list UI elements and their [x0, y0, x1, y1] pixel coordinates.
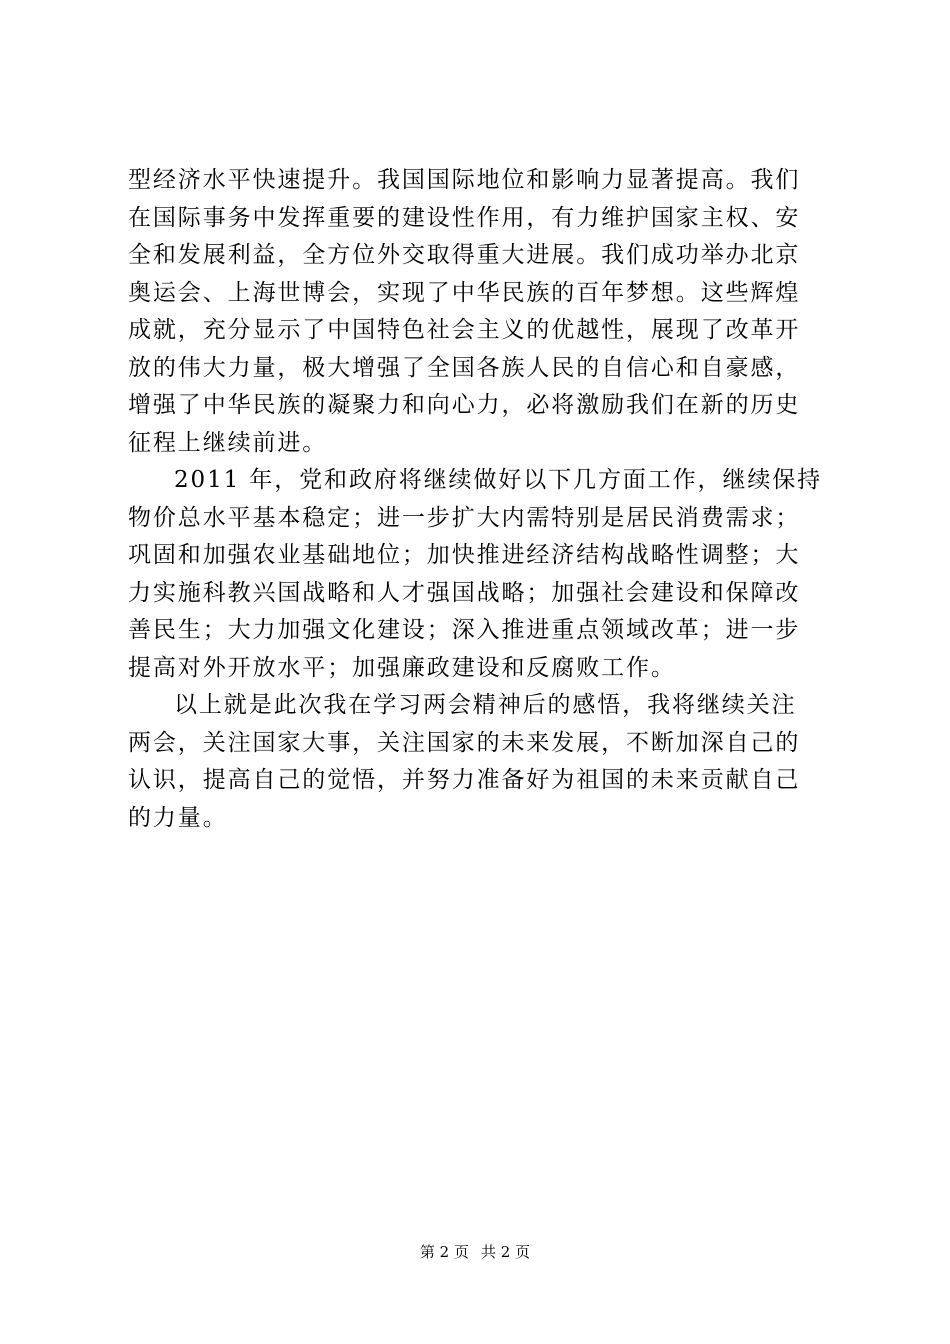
- text-line: 提高对外开放水平；加强廉政建设和反腐败工作。: [128, 654, 676, 681]
- text-line: 认识，提高自己的觉悟，并努力准备好为祖国的未来贡献自己: [128, 767, 801, 793]
- text-line: 的力量。: [128, 804, 228, 831]
- page-number-total: 共 2 页: [481, 1243, 531, 1261]
- text-line: 型经济水平快速提升。我国国际地位和影响力显著提高。我们: [128, 167, 801, 193]
- text-line: 两会，关注国家大事，关注国家的未来发展，不断加深自己的: [128, 729, 801, 756]
- document-body: [128, 162, 828, 837]
- text-line: 巩固和加强农业基础地位；加快推进经济结构战略性调整；大: [128, 542, 801, 568]
- text-line: 以上就是此次我在学习两会精神后的感悟，我将继续关注: [174, 692, 797, 718]
- text-line: 善民生；大力加强文化建设；深入推进重点领域改革；进一步: [128, 617, 801, 643]
- page-number-current: 第 2 页: [419, 1243, 469, 1261]
- text-line: 在国际事务中发挥重要的建设性作用，有力维护国家主权、安: [128, 204, 801, 231]
- text-line: 全和发展利益，全方位外交取得重大进展。我们成功举办北京: [128, 242, 801, 268]
- text-line: 物价总水平基本稳定；进一步扩大内需特别是居民消费需求；: [128, 504, 801, 531]
- text-line: 成就，充分显示了中国特色社会主义的优越性，展现了改革开: [128, 317, 801, 343]
- page-footer: [0, 1242, 950, 1262]
- text-line: 奥运会、上海世博会，实现了中华民族的百年梦想。这些辉煌: [128, 279, 801, 306]
- text-line: 力实施科教兴国战略和人才强国战略；加强社会建设和保障改: [128, 579, 801, 606]
- text-line: 征程上继续前进。: [128, 429, 328, 456]
- text-line: 2011 年，党和政府将继续做好以下几方面工作，继续保持: [174, 467, 823, 493]
- text-line: 增强了中华民族的凝聚力和向心力，必将激励我们在新的历史: [128, 392, 801, 418]
- text-line: 放的伟大力量，极大增强了全国各族人民的自信心和自豪感，: [128, 354, 801, 381]
